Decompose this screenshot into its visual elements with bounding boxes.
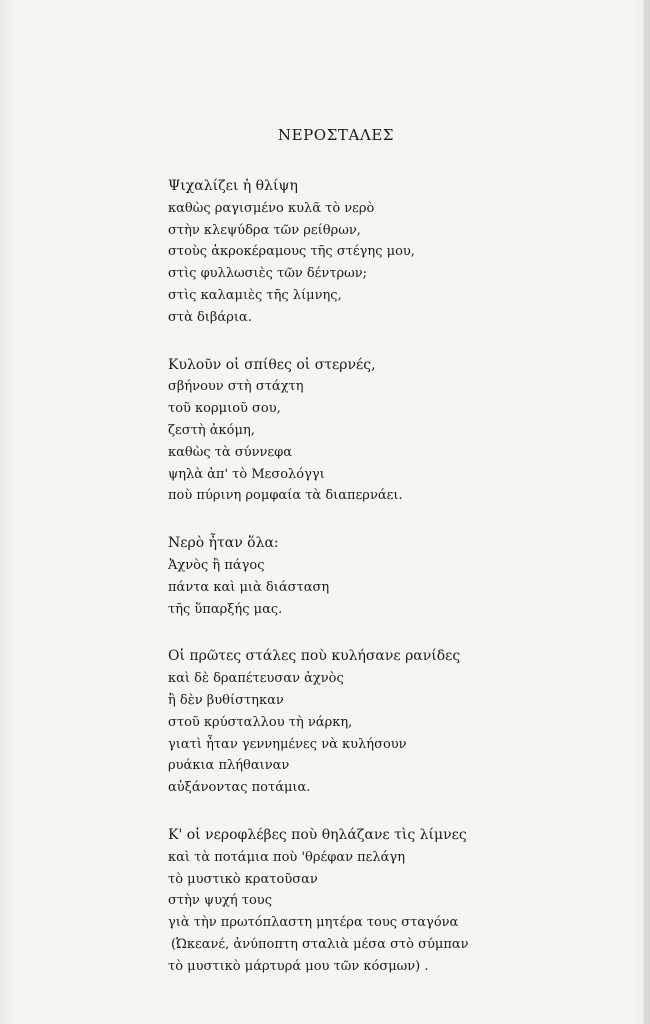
poem-line: καὶ τὰ ποτάμια ποὺ 'θρέφαν πελάγη [168,849,405,865]
poem-line: ρυάκια πλήθαιναν [168,758,290,774]
poem-line: καθὼς ραγισμένο κυλᾶ τὸ νερὸ [168,200,375,216]
poem-line: ζεστὴ ἀκόμη, [168,422,255,438]
poem-body [168,176,608,1004]
poem-line: ψηλὰ ἀπ' τὸ Μεσολόγγι [168,466,325,482]
poem-line: στοὺς ἀκροκέραμους τῆς στέγης μου, [168,244,415,260]
poem-line: στοῦ κρύσταλλου τὴ νάρκη, [168,714,353,730]
poem-line: ἢ δὲν βυθίστηκαν [168,692,284,708]
page-edge [644,0,650,1024]
stanza-1 [168,176,608,329]
poem-line: γιατὶ ἦταν γεννημένες νὰ κυλήσουν [168,736,407,752]
stanza-2 [168,355,608,508]
poem-line: καὶ δὲ δραπέτευσαν ἀχνὸς [168,671,344,687]
poem-line: τὸ μυστικὸ κρατοῦσαν [168,871,318,887]
poem-line: Νερὸ ἦταν ὅλα: [168,535,279,552]
poem-line: Οἱ πρῶτες στάλες ποὺ κυλήσανε ρανίδες [168,648,461,665]
poem-line: στὶς φυλλωσιὲς τῶν δέντρων; [168,266,368,282]
stanza-4 [168,646,608,799]
poem-line: πάντα καὶ μιὰ διάσταση [168,579,330,595]
poem-line: σβήνουν στὴ στάχτη [168,379,304,395]
poem-line: τοῦ κορμιοῦ σου, [168,401,281,417]
poem-line: τὸ μυστικὸ μάρτυρά μου τῶν κόσμων) . [168,958,429,974]
stanza-5 [168,825,608,978]
poem-line: στὰ διβάρια. [168,309,252,325]
poem-line: στὶς καλαμιὲς τῆς λίμνης, [168,287,342,303]
poem-line: Κ' οἱ νεροφλέβες ποὺ θηλάζανε τὶς λίμνες [168,826,467,843]
poem-line: (Ὠκεανέ, ἀνύποπτη σταλιὰ μέσα στὸ σύμπαν [171,936,469,952]
poem-line: Ἀχνὸς ἢ πάγος [168,557,265,573]
stanza-3 [168,533,608,620]
poem-title: ΝΕΡΟΣΤΑΛΕΣ [277,126,395,144]
poem-line: τῆς ὕπαρξής μας. [168,601,283,617]
poem-line: γιὰ τὴν πρωτόπλαστη μητέρα τους σταγόνα [168,915,459,931]
poem-line: Κυλοῦν οἱ σπίθες οἱ στερνές, [168,356,376,373]
poem-line: στὴν ψυχή τους [168,893,272,909]
poem-line: καθὼς τὰ σύννεφα [168,444,293,460]
poem-line: ποὺ πύρινη ρομφαία τὰ διαπερνάει. [168,488,403,504]
poem-line: Ψιχαλίζει ἡ θλίψη [168,178,298,194]
poem-line: αὐξάνοντας ποτάμια. [168,780,311,796]
poem-line: στὴν κλεψύδρα τῶν ρείθρων, [168,222,361,238]
